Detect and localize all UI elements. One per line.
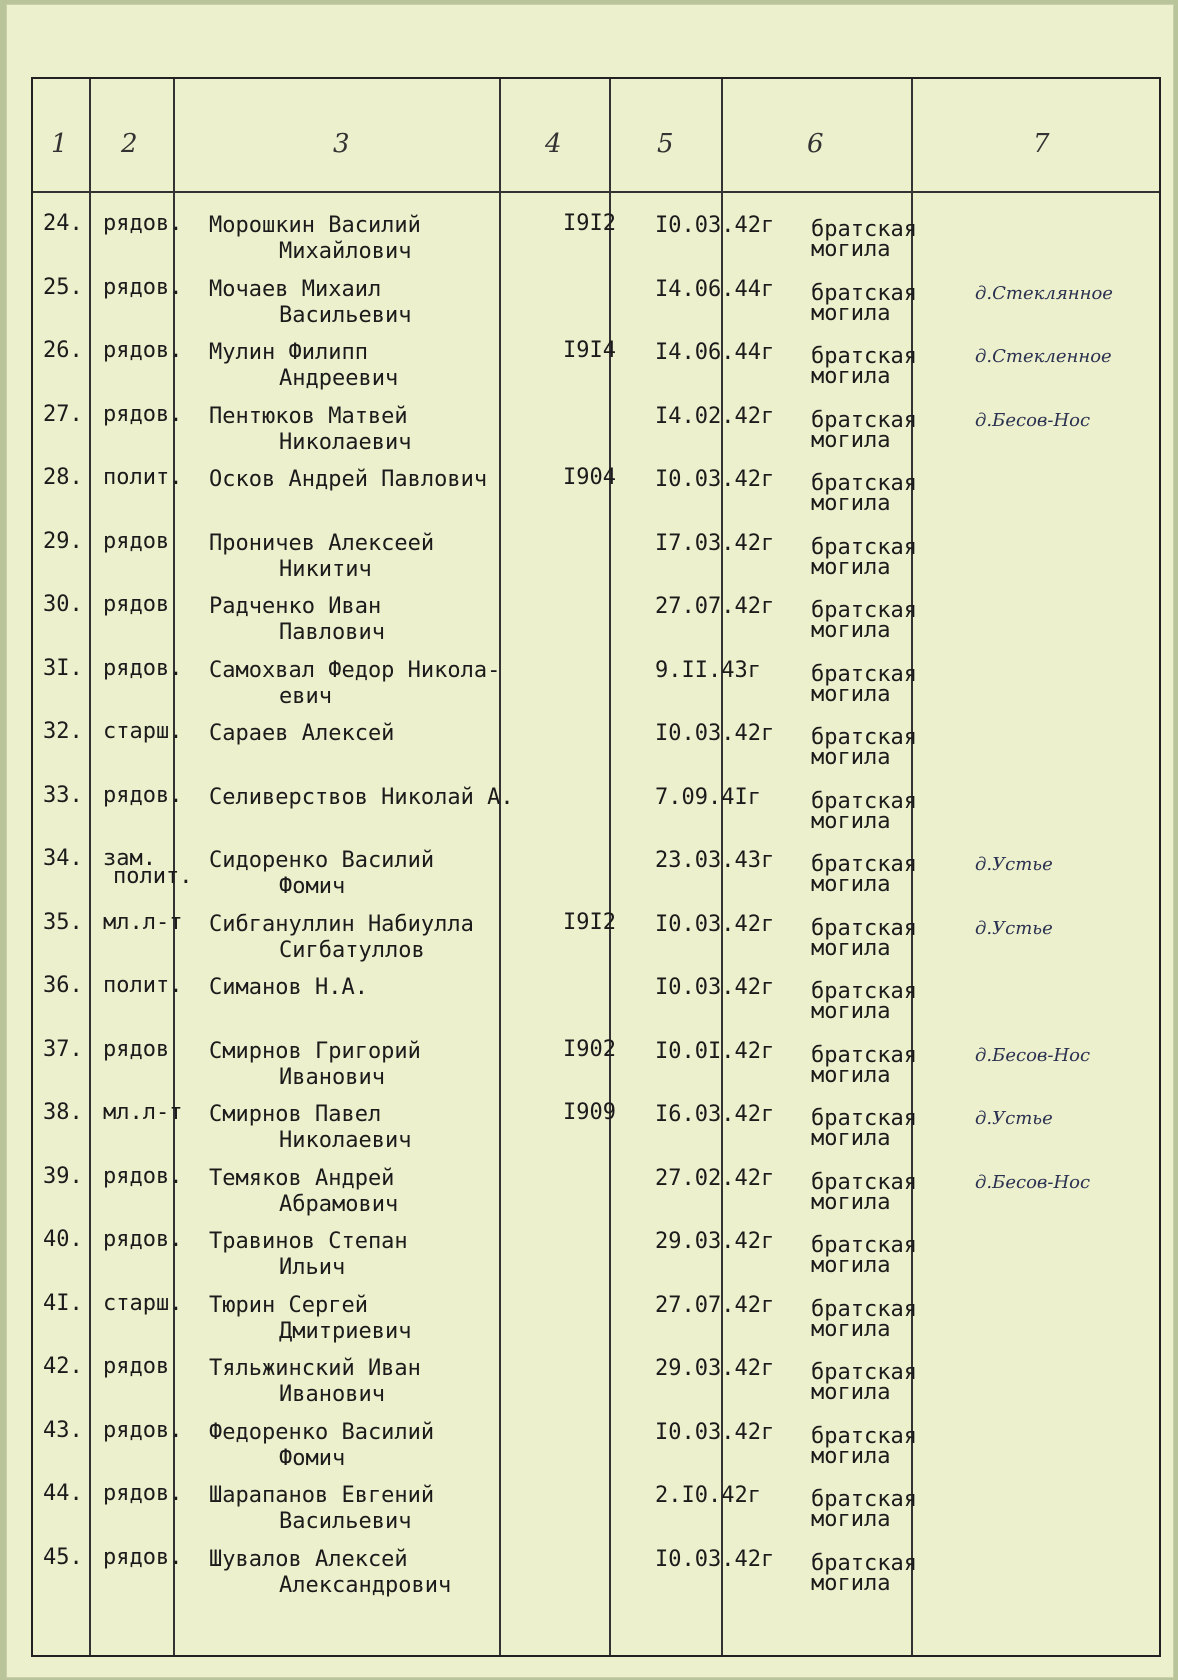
burial-type: братская: [811, 1550, 917, 1576]
birth-year: I902: [563, 1036, 616, 1062]
name-line-1: Темяков Андрей: [209, 1165, 395, 1191]
name-line-2: Сигбатуллов: [279, 937, 425, 963]
burial-type: братская: [811, 598, 917, 623]
column-header-7: 7: [1033, 129, 1050, 159]
name-line-2: Фомич: [279, 874, 346, 899]
death-date: 7.09.4Iг: [655, 784, 761, 810]
burial-type-line-2: могила: [811, 1126, 891, 1151]
row-number: 42.: [43, 1354, 83, 1379]
burial-place: д.Устье: [975, 1108, 1053, 1129]
row-number: 35.: [43, 909, 83, 935]
name-line-1: Сараев Алексей: [209, 721, 395, 746]
name-line-1: Сибгануллин Набиулла: [209, 911, 474, 937]
name-line-1: Морошкин Василий: [209, 213, 421, 238]
table-row: [33, 1418, 1159, 1478]
name-line-2: Никитич: [279, 556, 372, 582]
name-line-1: Мулин Филипп: [209, 340, 368, 365]
name-line-1: Проничев Алексеей: [209, 530, 435, 556]
burial-type-line-2: могила: [811, 237, 891, 262]
row-number: 4I.: [43, 1290, 83, 1316]
row-number: 43.: [43, 1417, 83, 1443]
burial-type-line-2: могила: [811, 745, 891, 770]
rank: рядов.: [103, 211, 183, 236]
death-date: 29.03.42г: [655, 1356, 775, 1381]
table-row: [33, 1545, 1159, 1605]
burial-type-line-2: могила: [811, 999, 891, 1024]
table-row: [33, 1354, 1159, 1414]
burial-type: братская: [811, 1233, 917, 1258]
name-line-2: Александрович: [279, 1572, 452, 1598]
burial-type: братская: [811, 1106, 917, 1131]
header-divider: [33, 191, 1159, 193]
death-date: 27.02.42г: [655, 1165, 775, 1191]
table-row: [33, 846, 1159, 906]
row-number: 26.: [43, 338, 83, 363]
burial-type-line-2: могила: [811, 681, 891, 707]
death-date: 2.I0.42г: [655, 1483, 761, 1508]
table-row: [33, 529, 1159, 589]
table-row: [33, 402, 1159, 462]
row-number: 30.: [43, 592, 83, 617]
burial-type: братская: [811, 534, 917, 560]
rank: рядов.: [103, 1544, 183, 1570]
name-line-2: Васильевич: [279, 1509, 412, 1534]
name-line-2: Иванович: [279, 1382, 385, 1407]
burial-type: братская: [811, 1169, 917, 1195]
burial-type: братская: [811, 1042, 917, 1068]
row-number: 27.: [43, 401, 83, 427]
name-line-1: Осков Андрей Павлович: [209, 467, 488, 492]
rank: старш.: [103, 719, 183, 744]
rank: полит.: [103, 465, 183, 490]
table-row: [33, 719, 1159, 779]
death-date: I4.06.44г: [655, 276, 775, 302]
row-number: 24.: [43, 211, 83, 236]
burial-place: д.Устье: [975, 854, 1053, 875]
name-line-1: Смирнов Павел: [209, 1102, 382, 1127]
death-date: I0.03.42г: [655, 911, 775, 937]
burial-type-line-2: могила: [811, 1507, 891, 1532]
name-line-1: Федоренко Василий: [209, 1419, 435, 1445]
rank: рядов.: [103, 401, 183, 427]
name-line-1: Шарапанов Евгений: [209, 1483, 435, 1508]
burial-type: братская: [811, 280, 917, 306]
death-date: I0.03.42г: [655, 721, 775, 746]
burial-place: д.Бесов-Нос: [975, 409, 1091, 431]
death-date: I0.03.42г: [655, 975, 775, 1000]
name-line-1: Симанов Н.А.: [209, 975, 368, 1000]
birth-year: I909: [563, 1100, 616, 1125]
burial-type-line-2: могила: [811, 554, 891, 580]
burial-type: братская: [811, 788, 917, 814]
birth-year: I9I4: [563, 338, 616, 363]
row-number: 40.: [43, 1227, 83, 1252]
table-row: [33, 973, 1159, 1033]
rank: полит.: [103, 973, 183, 998]
name-line-1: Шувалов Алексей: [209, 1546, 408, 1572]
column-header-6: 6: [807, 129, 824, 159]
rank: рядов.: [103, 1481, 183, 1506]
row-number: 29.: [43, 528, 83, 554]
burial-type-line-2: могила: [811, 618, 891, 643]
burial-type-line-2: могила: [811, 1380, 891, 1405]
burial-type: братская: [811, 407, 917, 433]
rank: старш.: [103, 1290, 183, 1316]
name-line-1: Селиверствов Николай А.: [209, 784, 514, 810]
rank: рядов: [103, 1036, 170, 1062]
column-header-2: 2: [121, 129, 138, 159]
name-line-2: Абрамович: [279, 1191, 399, 1217]
row-number: 33.: [43, 782, 83, 808]
death-date: I0.03.42г: [655, 467, 775, 492]
name-line-1: Сидоренко Василий: [209, 848, 435, 873]
name-line-1: Тяльжинский Иван: [209, 1356, 421, 1381]
column-header-4: 4: [545, 129, 562, 159]
column-header-5: 5: [657, 129, 674, 159]
birth-year: I904: [563, 465, 616, 490]
burial-place: д.Бесов-Нос: [975, 1044, 1091, 1066]
death-date: I4.06.44г: [655, 340, 775, 365]
table-row: [33, 592, 1159, 652]
name-line-2: Ильич: [279, 1255, 346, 1280]
burial-type: братская: [811, 661, 917, 687]
burial-type: братская: [811, 1423, 917, 1449]
row-number: 39.: [43, 1163, 83, 1189]
table-row: [33, 783, 1159, 843]
birth-year: I9I2: [563, 211, 616, 236]
column-header-1: 1: [51, 129, 68, 159]
row-number: 38.: [43, 1100, 83, 1125]
rank: мл.л-т: [103, 909, 183, 935]
name-line-2: Михайлович: [279, 239, 412, 264]
name-line-1: Радченко Иван: [209, 594, 382, 619]
burial-type: братская: [811, 344, 917, 369]
table-row: [33, 910, 1159, 970]
name-line-2: евич: [279, 683, 332, 709]
table-row: [33, 275, 1159, 335]
name-line-1: Пентюков Матвей: [209, 403, 408, 429]
burial-type: братская: [811, 217, 917, 242]
name-line-2: Николаевич: [279, 1128, 412, 1153]
burial-type: братская: [811, 725, 917, 750]
burial-place: д.Бесов-Нос: [975, 1171, 1091, 1193]
name-line-2: Фомич: [279, 1445, 346, 1471]
birth-year: I9I2: [563, 909, 616, 935]
table-row: [33, 1164, 1159, 1224]
table-row: [33, 656, 1159, 716]
row-number: 37.: [43, 1036, 83, 1062]
name-line-1: Тюрин Сергей: [209, 1292, 368, 1318]
burial-type-line-2: могила: [811, 1316, 891, 1342]
rank: рядов.: [103, 655, 183, 681]
name-line-1: Самохвал Федор Никола-: [209, 657, 501, 683]
burial-place: д.Стекленное: [975, 346, 1112, 367]
table-row: [33, 465, 1159, 525]
rank: рядов: [103, 592, 170, 617]
burial-type: братская: [811, 852, 917, 877]
name-line-1: Смирнов Григорий: [209, 1038, 421, 1064]
rank: рядов: [103, 1354, 170, 1379]
name-line-2: Николаевич: [279, 429, 412, 455]
row-number: 28.: [43, 465, 83, 490]
name-line-2: Андреевич: [279, 366, 399, 391]
death-date: 23.03.43г: [655, 848, 775, 873]
burial-type-line-2: могила: [811, 1570, 891, 1596]
column-header-3: 3: [333, 129, 350, 159]
burial-type-line-2: могила: [811, 427, 891, 453]
burial-type-line-2: могила: [811, 364, 891, 389]
name-line-1: Травинов Степан: [209, 1229, 408, 1254]
table-row: [33, 1037, 1159, 1097]
rank: рядов.: [103, 1227, 183, 1252]
rank-line-2: полит.: [113, 864, 193, 889]
row-number: 25.: [43, 274, 83, 300]
burial-type-line-2: могила: [811, 300, 891, 326]
burial-place: д.Стеклянное: [975, 282, 1113, 304]
rank: рядов.: [103, 338, 183, 363]
table-row: [33, 211, 1159, 271]
row-number: 34.: [43, 846, 83, 871]
death-date: I0.03.42г: [655, 1546, 775, 1572]
burial-type: братская: [811, 471, 917, 496]
death-date: I7.03.42г: [655, 530, 775, 556]
burial-type-line-2: могила: [811, 935, 891, 961]
burial-type: братская: [811, 979, 917, 1004]
row-number: 32.: [43, 719, 83, 744]
name-line-2: Дмитриевич: [279, 1318, 412, 1344]
burial-type: братская: [811, 915, 917, 941]
rank: мл.л-т: [103, 1100, 183, 1125]
name-line-2: Павлович: [279, 620, 385, 645]
death-date: I6.03.42г: [655, 1102, 775, 1127]
burial-register-table: [31, 77, 1161, 1657]
row-number: 36.: [43, 973, 83, 998]
burial-type-line-2: могила: [811, 1253, 891, 1278]
rank: рядов.: [103, 1417, 183, 1443]
burial-type: братская: [811, 1296, 917, 1322]
rank: рядов.: [103, 274, 183, 300]
burial-type-line-2: могила: [811, 1189, 891, 1215]
death-date: 9.II.43г: [655, 657, 761, 683]
death-date: I0.03.42г: [655, 1419, 775, 1445]
burial-type-line-2: могила: [811, 872, 891, 897]
burial-type-line-2: могила: [811, 808, 891, 834]
burial-type: братская: [811, 1360, 917, 1385]
burial-place: д.Устье: [975, 917, 1053, 939]
table-row: [33, 1291, 1159, 1351]
name-line-1: Мочаев Михаил: [209, 276, 382, 302]
table-row: [33, 1100, 1159, 1160]
death-date: I0.03.42г: [655, 213, 775, 238]
burial-type-line-2: могила: [811, 491, 891, 516]
name-line-2: Иванович: [279, 1064, 385, 1090]
rank: рядов.: [103, 782, 183, 808]
row-number: 3I.: [43, 655, 83, 681]
rank: рядов: [103, 528, 170, 554]
burial-type-line-2: могила: [811, 1443, 891, 1469]
death-date: 27.07.42г: [655, 1292, 775, 1318]
row-number: 44.: [43, 1481, 83, 1506]
death-date: I0.0I.42г: [655, 1038, 775, 1064]
table-row: [33, 1481, 1159, 1541]
burial-type-line-2: могила: [811, 1062, 891, 1088]
row-number: 45.: [43, 1544, 83, 1570]
paper-sheet: [6, 4, 1174, 1678]
death-date: I4.02.42г: [655, 403, 775, 429]
burial-type: братская: [811, 1487, 917, 1512]
table-row: [33, 1227, 1159, 1287]
death-date: 29.03.42г: [655, 1229, 775, 1254]
rank: рядов.: [103, 1163, 183, 1189]
table-row: [33, 338, 1159, 398]
rank: зам.: [103, 846, 156, 871]
name-line-2: Васильевич: [279, 302, 412, 328]
death-date: 27.07.42г: [655, 594, 775, 619]
